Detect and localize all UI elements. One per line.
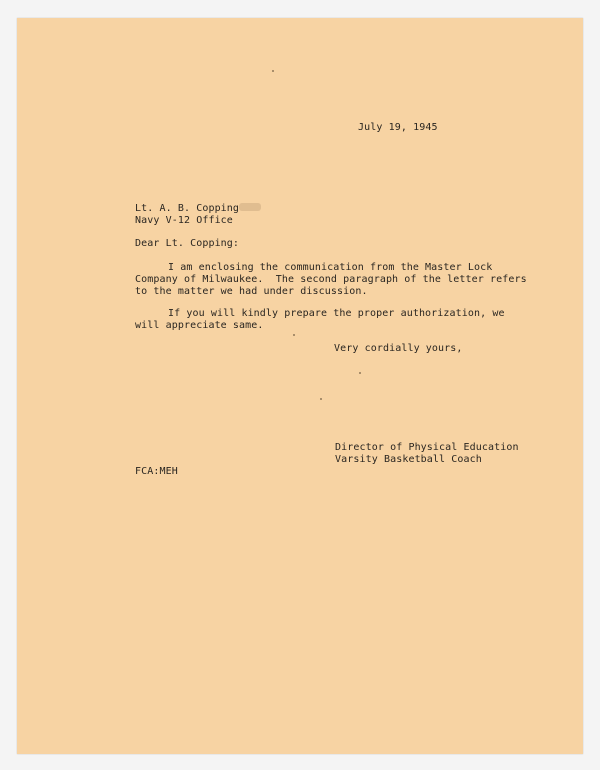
letter-paper (17, 18, 583, 754)
typist-initials: FCA:MEH (135, 466, 178, 477)
paper-speck (272, 70, 274, 72)
body-line: If you will kindly prepare the proper authorization, we (168, 308, 505, 319)
recipient-office: Navy V-12 Office (135, 215, 233, 226)
salutation: Dear Lt. Copping: (135, 238, 240, 249)
letter-date: July 19, 1945 (358, 122, 438, 133)
body-line: Company of Milwaukee. The second paragraph of the letter refers (135, 274, 527, 285)
body-line: I am enclosing the communication from the Master Lock (168, 262, 493, 273)
body-line: to the matter we had under discussion. (135, 286, 368, 297)
paper-speck (320, 398, 322, 400)
recipient-name: Lt. A. B. Copping (135, 203, 240, 214)
signature-title: Director of Physical Education (335, 442, 519, 453)
ink-smudge (239, 203, 261, 211)
paper-speck (293, 334, 295, 336)
closing: Very cordially yours, (334, 343, 463, 354)
body-line: will appreciate same. (135, 320, 264, 331)
paper-speck (359, 372, 361, 374)
signature-title: Varsity Basketball Coach (335, 454, 482, 465)
